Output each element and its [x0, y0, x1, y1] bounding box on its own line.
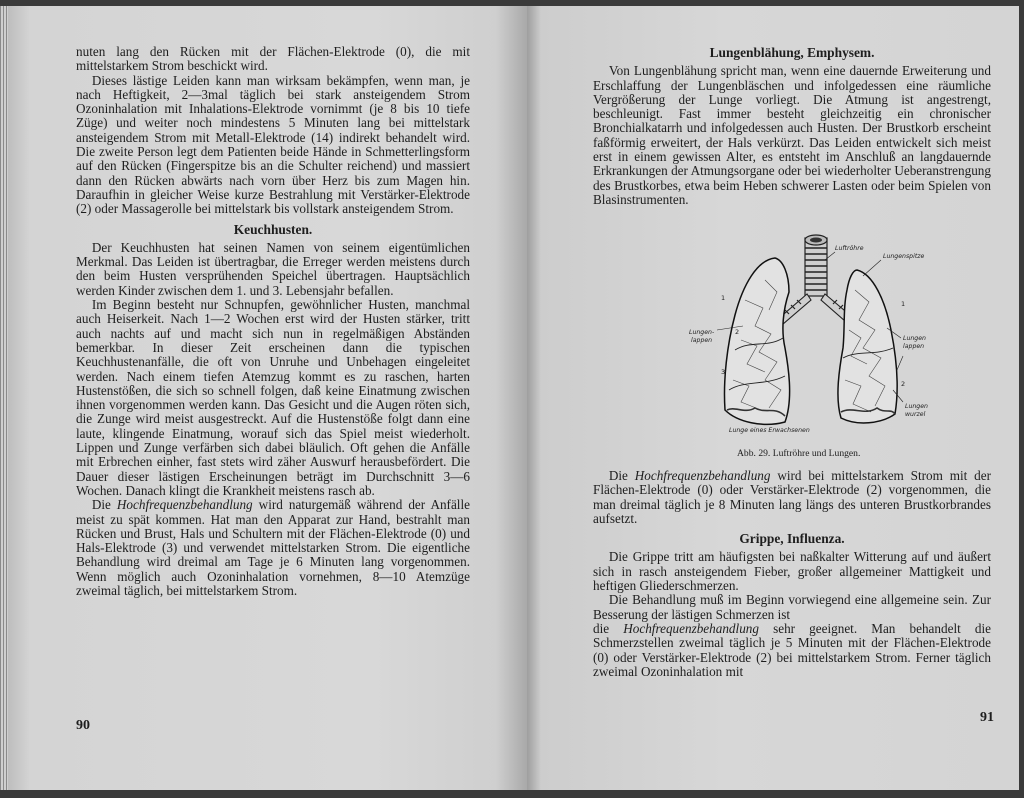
- paragraph: Dieses lästige Leiden kann man wirksam bekämpfen, wenn man, je nach Heftigkeit, 2—3mal täglich bei stark ansteigendem Strom Ozoninhalation mit Inhalations-Elektrode vornimmt (je 8 bis 10 tiefe Züge) und weiter noch mindestens 5 Minuten lang bei mittelstark ansteigendem Strom mit Metall-Elektrode (14) indirekt behandelt wird. Die zweite Person legt dem Patienten beide Hände in Schmetterlingsform auf den Rücken (Fingerspitze bis an die Schulter reichend) und massiert dann den Rücken abwärts nach vorn über Herz bis zum Magen hin. Daraufhin in gleicher Weise kurze Bestrahlung mit Verstärker-Elektrode (2) oder Massagerolle bei mittelstark bis vollstark ansteigendem Strom.: [76, 72, 470, 217]
- label-root-2: wurzel: [905, 411, 926, 418]
- lung-illustration: [685, 230, 935, 435]
- label-root-1: Lungen: [905, 403, 928, 410]
- label-adult-lung: Lunge eines Erwachsenen: [729, 427, 810, 434]
- label-lobe-right-1: Lungen: [903, 335, 926, 342]
- left-page-text: [76, 45, 470, 598]
- right-lung-graphic: [838, 270, 897, 423]
- section-heading-keuchhusten: Keuchhusten.: [233, 221, 313, 237]
- right-page-text-bottom: [593, 469, 991, 679]
- right-page: [527, 6, 1019, 790]
- paragraph: nuten lang den Rücken mit der Flächen-Elektrode (0), die mit mittelstarkem Strom beschickt wird.: [76, 44, 470, 74]
- label-trachea: Luftröhre: [835, 245, 864, 252]
- page-number-left: 90: [76, 718, 90, 733]
- section-heading-grippe: Grippe, Influenza.: [739, 531, 845, 547]
- figure-number: 2: [901, 380, 906, 388]
- label-lobe-right-2: lappen: [903, 343, 925, 350]
- paragraph: Der Keuchhusten hat seinen Namen von seinem eigentümlichen Merkmal. Das Leiden ist übertragbar, die Erreger werden meistens durch den beim Husten versprühenden Speichel übertragen. Hauptsächlich werden Kinder zwischen dem 1. und 3. Lebensjahr befallen.: [76, 239, 470, 298]
- left-lung-graphic: [724, 258, 789, 424]
- section-heading-emphysem: Lungenblähung, Emphysem.: [709, 45, 875, 60]
- label-lobe-left-1: Lungen-: [689, 329, 715, 336]
- label-lobe-left-2: lappen: [691, 337, 713, 344]
- text-run: Die: [608, 468, 635, 483]
- left-page: [8, 6, 527, 790]
- emphasis: Hochfrequenzbehandlung: [116, 497, 253, 513]
- text-run: wird naturgemäß während der Anfälle meist zu spät kommen. Hat man den Apparat zur Hand, bestrahlt man Rücken und Brust, Hals und Schultern mit der Flächen-Elektrode (0) und Hals-Elektrode (3) und verwendet mittelstarken Strom. Die eigentliche Behandlung wird dreimal am Tage je 6 Minuten lang vorgenommen. Wenn möglich auch Ozoninhalation vornehmen, 8—10 Atemzüge zweimal täglich, bei mittelstarkem Strom.: [76, 497, 470, 598]
- text-run: wird bei mittelstarkem Strom mit der Flächen-Elektrode (0) oder Verstärker-Elektrode (2) vorgenommen, die man dreimal täglich je 8 Minuten lang längs des unteren Brustkorbrandes aufsetzt.: [593, 468, 991, 526]
- paragraph: Die Grippe tritt am häufigsten bei naßkalter Witterung auf und äußert sich in rasch ansteigendem Fieber, großer allgemeiner Mattigkeit und heftigen Gliederschmerzen.: [593, 549, 991, 594]
- right-page-text-top: [593, 46, 991, 207]
- text-run: Die: [91, 497, 117, 513]
- figure-number: 3: [721, 368, 726, 376]
- paragraph: [593, 469, 991, 526]
- figure-number: 1: [901, 300, 906, 308]
- text-run: die: [593, 620, 624, 636]
- paragraph: Von Lungenblähung spricht man, wenn eine dauernde Erweiterung und Erschlaffung der Lungenbläschen und infolgedessen eine räumliche Vergrößerung der Lunge vorliegt. Die Atmung ist angestrengt, beschleunigt. Fast immer besteht gleichzeitig ein chronischer Bronchialkatarrh und infolgedessen auch Husten. Der Brustkorb erscheint faßförmig erweitert, der Hals verkürzt. Das Leiden entwickelt sich meist erst in einem gewissen Alter, es entsteht im Anschluß an langdauernde Erkrankungen der Atmungsorgane oder bei wiederholter Ueberanstrengung des Brustkorbes, etwa beim Heben schwerer Lasten oder beim Spielen von Blasinstrumenten.: [593, 63, 991, 207]
- emphasis: Hochfrequenzbehandlung: [623, 620, 759, 636]
- paragraph: [76, 498, 470, 598]
- figure-number: 1: [721, 294, 726, 302]
- emphasis: Hochfrequenzbehandlung: [634, 468, 771, 483]
- paragraph: Im Beginn besteht nur Schnupfen, gewöhnlicher Husten, manchmal auch Heiserkeit. Nach 1—2 Wochen erst wird der Husten stärker, tritt auch nachts auf und macht sich nun in regelmäßigen Abständen bemerkbar. In dieser Zeit erscheinen dann die typischen Keuchhustenanfälle, die oft von Unruhe und Unbehagen eingeleitet werden. Nach einem tiefen Atemzug kommt es zu raschen, harten Hustenstößen, die sich so schnell folgen, daß keine Einatmung zwischen ihnen vorgenommen werden kann. Das Gesicht und die Augen röten sich, die Zunge wird meist ausgestreckt. Auf die Hustenstöße folgt dann eine laute, klingende Einatmung, worauf sich das Spiel meist wiederholt. Lippen und Zunge verfärben sich dabei bläulich. Oft gehen die Anfälle mit Erbrechen einher, fast stets wird zäher Auswurf herausbefördert. Die Dauer dieser lästigen Erscheinungen beträgt im Durchschnitt 3—6 Wochen. Danach klingt die Krankheit meistens rasch ab.: [76, 297, 470, 498]
- figure-number: 2: [735, 328, 740, 336]
- figure-caption: Abb. 29. Luftröhre und Lungen.: [737, 448, 861, 459]
- paragraph: [593, 622, 991, 679]
- page-number-right: 91: [980, 710, 994, 725]
- text-run: sehr geeignet. Man behandelt die Schmerzstellen zweimal täglich je 5 Minuten mit der Flächen-Elektrode (0) oder Verstärker-Elektrode (2) bei mittelstarkem Strom. Ferner täglich zweimal Ozoninhalation mit: [593, 620, 991, 679]
- label-apex: Lungenspitze: [883, 253, 925, 260]
- paragraph: Die Behandlung muß im Beginn vorwiegend eine allgemeine sein. Zur Besserung der lästigen Schmerzen ist: [593, 592, 991, 622]
